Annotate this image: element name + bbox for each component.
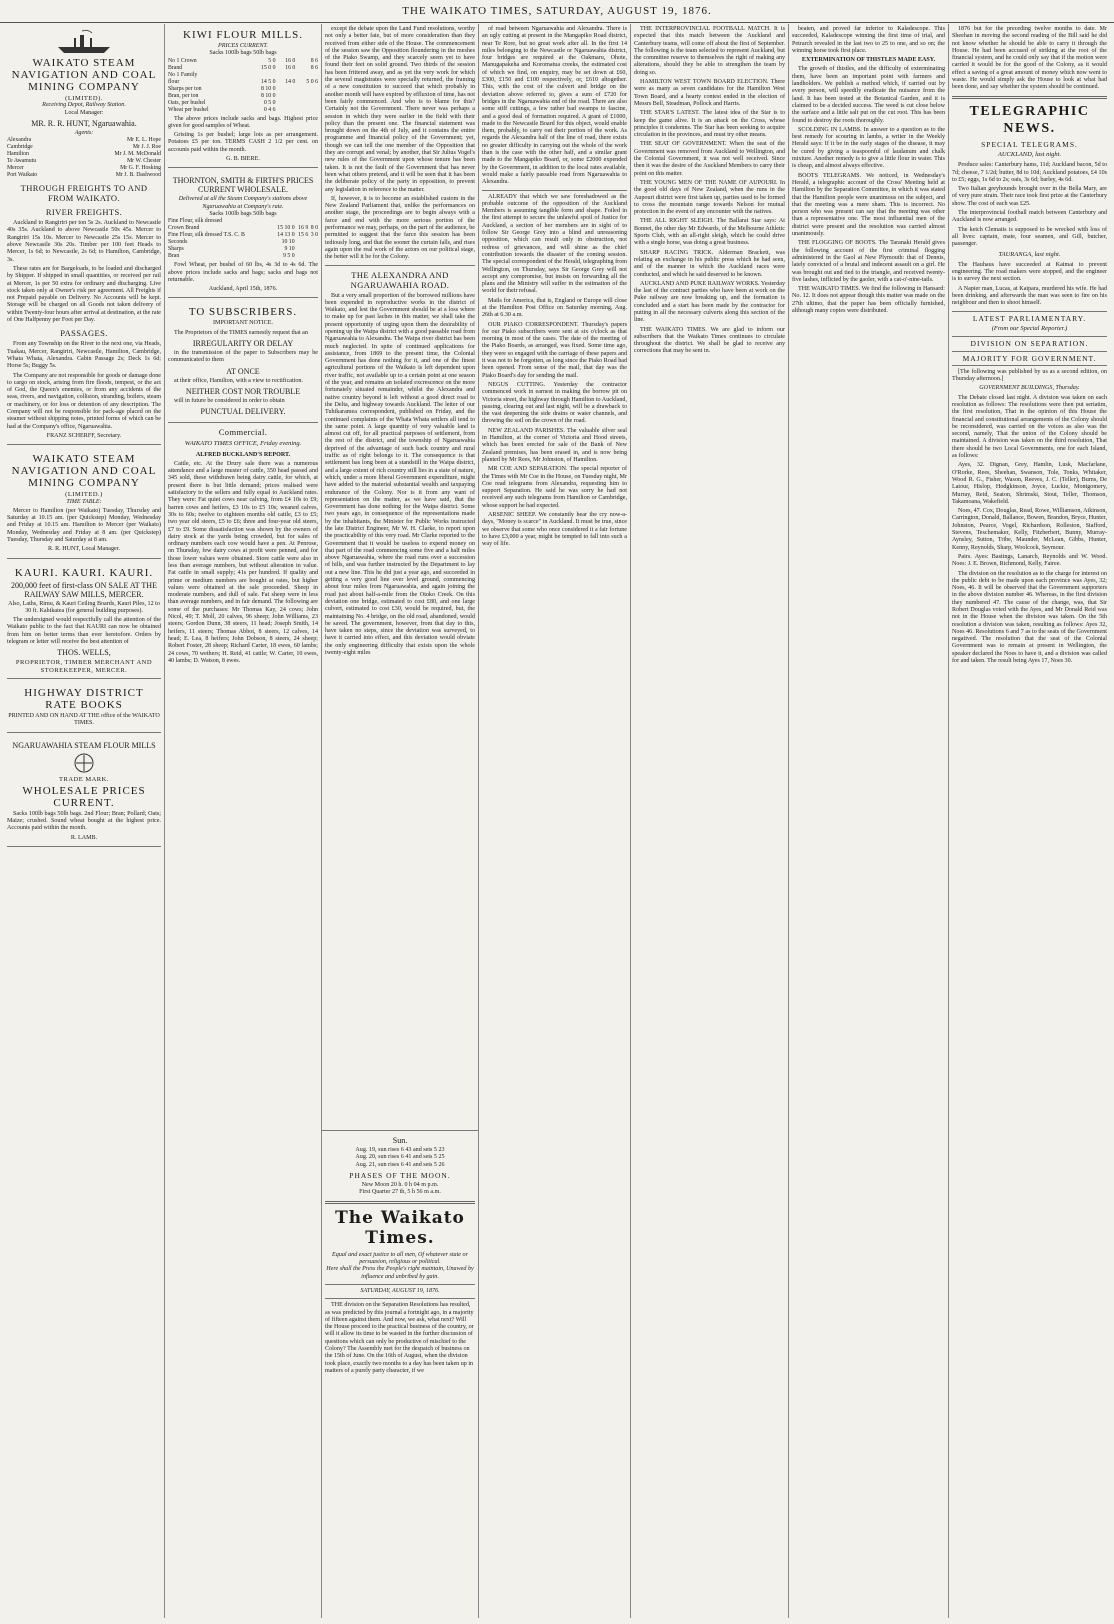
flour-mills-title: NGARUAWAHIA STEAM FLOUR MILLS xyxy=(12,740,156,750)
price-cell xyxy=(276,100,296,107)
important-notice: IMPORTANT NOTICE. xyxy=(213,320,273,327)
local-manager: MR. R. R. HUNT, Ngaruawahia. xyxy=(31,118,137,128)
table-row xyxy=(168,100,318,107)
price-cell: 8 10 0 xyxy=(261,85,276,92)
commercial-section xyxy=(168,427,318,665)
timetable-text: Mercer to Hamilton (per Waikato) Tuesday, Thursday and Saturday at 10.15 am. (per Quickstep) Monday, Wednesday and Friday at 10.15 am. Hamilton to Mercer (per Waikato) Monday, Wednesday and Friday at 8 am. (per Quickstep) Tuesday, Thursday and Saturday at 8 am. xyxy=(7,507,161,543)
column-4 xyxy=(478,24,630,1618)
price-cell xyxy=(295,86,318,93)
subscribers-text: The Proprietors of the TIMES earnestly request that an xyxy=(174,329,308,336)
table-row xyxy=(168,225,318,232)
agent-name: Mr G. F. Hosking xyxy=(120,165,161,172)
alexandra-road-article: But a very small proportion of the borrowed millions have been expended in reproductive works in the district of Waikato, and lest the Government should be at a loss where to make up for past laches in this matter, we shall take the present opportunity of urging upon them the desirability of opening up the Waipa district with a good passable road from Ngaruawahia to Alexandra. The Waipa river district has been much neglected. In spite of continued applications for assistance, from 1869 to the present time, the Colonial Government has done nothing for it, and one of the finest agricultural portions of the Waikato is left dependent upon river traffic, not available up to a certain point at one season of the year, and remains an isolated excrescence on the more fortunately situated remainder, whilst the Alexandra and native country beyond is left without a good direct road to the Delta, and highway towards Auckland. The letter of our Tuhikaramea correspondent, published on Friday, and the continued complaints of the Whata Whata settlers all tend to the same point. A large quantity of very valuable land is almost cut off, for all practical purposes of settlement, from the rest of the district, and the township of Ngaruawahia deprived of the advantage of such back country and rural traffic as of right belongs to it. The consequence is that settlement has long been at a standstill in the Waipa district, and a large extent of rich country still lies in a state of nature, which, under a more liberal Government expenditure, might have added to the material substantial wealth and taxpaying endurance of the Colony. Nor is it from any want of representation on the matter, as we have said, that the Government has done nothing for the Waipa district. Some two years ago, in consequence of the representations made by the inhabitants, the Minister for Public Works instructed the late District Engineer, Mr W. H. Clarke, to report upon the practicability of this very road. Mr Clarke reported to the Government that it would be useless to expend money on that part of the road commencing some five and a half miles above Ngaruawahia, where the road runs over a succession of hills, and was further instructed by the Department to lay out a new line. This he did just a year ago, and succeeded in getting a very good line over level ground, commencing about four miles from Ngaruawahia, and again joining the road just about half-a-mile from the Otoko Creek. On this deviation one bridge, estimated to cost £80, and one large culvert, estimated to cost £30, would be required, but, the maintaining No. 4 bridge, on the old road, abandoned, would be saved. The government, however, from that day to this, have taken no steps, since the deviation was surveyed, to have it carried into effect, and this deviation would obviate the only engineering difficulty that exists upon the whole twenty-eight miles xyxy=(325,292,475,657)
timetable-title: WAIKATO STEAM NAVIGATION AND COAL MINING COMPANY xyxy=(11,453,157,490)
divider xyxy=(952,96,1107,99)
commercial-dateline: WAIKATO TIMES OFFICE, Friday evening. xyxy=(184,440,302,448)
price-cell xyxy=(308,218,318,225)
price-cell: 15 0 0 xyxy=(261,64,276,71)
table-row xyxy=(168,253,318,260)
price-cell: 5 0 xyxy=(268,57,276,64)
agent-name: Mr J. M. McDonald xyxy=(114,151,161,158)
sun-row: Aug. 19, sun rises 6 43 and sets 5 23 xyxy=(355,1147,445,1153)
kauri-role: PROPRIETOR, TIMBER MERCHANT AND STOREKEEPER, MERCER. xyxy=(15,659,153,674)
subscribers-title: TO SUBSCRIBERS. xyxy=(188,306,298,319)
table-row xyxy=(168,65,318,72)
kiwi-units: Sacks 100lb bags 50lb bags xyxy=(209,50,277,57)
table-row xyxy=(168,93,318,100)
sun-title: Sun. xyxy=(392,1136,408,1145)
zealand-paragraph: NEW ZEALAND PARISHES. The valuable silver seal in Hamilton, at the corner of Victoria and Hood streets, which has been erected for sale of the Bank of New Zealand premises, has been erased in, and is now being planted by Mr Rees, Mr Johnston, of Hamilton. xyxy=(482,427,627,463)
already-paragraph: ALREADY that which we saw foreshadowed as the probable outcome of the opposition of the Auckland Members is assuming tangible form and shape. Foiled in the first attempt to secure the unlawful spoil of Justice for Auckland, a section of her members are in sight of to follow Sir George Grey into a blind and unreasoning opposition, which can result only in obstruction, not redress of grievances, and will shine as the chief contribution towards the disaster of the coming session. The special correspondent of the Herald, telegraphing from Wellington, on Thursday, says Sir George Grey will not accept any compromise, but insists on forwarding all the plans and the Ministry will suffer in the estimation of the world for their refusal. xyxy=(482,193,627,295)
price-cell: 16 0 xyxy=(285,57,296,64)
price-item: No 1 Family xyxy=(168,71,198,78)
price-cell xyxy=(308,239,318,246)
rate-books-text: PRINTED AND ON HAND AT THE office of the WAIKATO TIMES. xyxy=(8,712,160,727)
race-paragraph: beaten, and proved far inferior to Kaladescope. This succeeded, Kaladescope winning the first time of trial, and Petrarch revealed in the last two to 25 to one, and so on; the winning horse took first place. xyxy=(792,26,945,54)
leader-article: THE division on the Separation Resolutions has resulted, as was predicted by this journal a fortnight ago, in a majority of fifteen against them. And now, we ask, what next? Will the House proceed to the practical business of the country, or will it allow its time to be wasted in the further discussion of questions which can only be productive of mischief to the Colony? The Assembly met for the despatch of business on the 15th of June. On the 16th of August, when the division took place, exactly two months to a day has been taken up in matters of a purely party character, if we xyxy=(325,1302,474,1374)
kiwi-price-table xyxy=(168,58,318,114)
table-row xyxy=(168,79,318,86)
at-once-heading: AT ONCE xyxy=(226,366,260,376)
price-cell xyxy=(308,253,318,260)
agent-name: Mr J. J. Roe xyxy=(132,144,161,151)
flour-mills-advert xyxy=(7,736,161,847)
table-row xyxy=(168,246,318,253)
passages-title: PASSAGES. xyxy=(60,328,108,339)
steam-nav-title: WAIKATO STEAM NAVIGATION AND COAL MINING COMPANY xyxy=(11,57,157,93)
price-cell: 16 0 xyxy=(285,64,296,71)
price-cell: 8 6 xyxy=(310,57,318,64)
road-article-continued: of road between Ngaruawahia and Alexandra. There is an ugly cutting at present in the Mangapiko Road district, near Te Rore, but no great work after all. In the first 14 miles belonging to the Newcastle or Ngaruawahia district, four bridges are required at the Oakmaru, Ohote, Manugapakeha and Koromatua creeks, the estimated cost of which we find, on enquiry, may be set down at £60, £300, £150 and £100 respectively, or, £610 altogether. This, with the cost of the culvert and bridge on the deviation above referred to, gives a sum of £720 for bridges in the Ngaruawahia end of the road. There are also some stiff cuttings, a few rather bad swamps to fascine, and a good deal of formation required. A grant of £1000, made to the Newcastle Board for this object, would enable them, probably, to carry out their portion of the work. As regards the Alexandra half of the line of road, there exists no greater difficulty in carrying out the whole of the work than is the case with the other half, and a similar grant made to the Mangapiko Board, or, some £2000 expended by the Government, in addition to the local rates available, would make a fairly passable road from Ngaruawahia to Alexandra. xyxy=(482,26,627,186)
moon-phases-title: PHASES OF THE MOON. xyxy=(349,1170,451,1180)
price-cell xyxy=(295,93,318,100)
divider xyxy=(325,1201,475,1204)
page-masthead: THE WAIKATO TIMES, SATURDAY, AUGUST 19, 1876. xyxy=(0,0,1114,23)
boots-telegrams-paragraph: BOOTS TELEGRAMS. We noticed, in Wednesday's Herald, a telegraphic account of the Cross' Meeting held at Hamilton by the Separation Committee, in which it was stated that the Hamilton people were unanimous on the subject, and that the meeting was a mere sham. This is incorrect. No person who was present can say that the meeting was other than a representative one. The most influential men of the district were present and the resolution was carried almost unanimously. xyxy=(792,172,945,238)
price-cell: 9 10 xyxy=(284,246,295,253)
kiwi-mills-advert xyxy=(168,24,318,168)
through-freights-title: THROUGH FREIGHTS TO AND FROM WAIKATO. xyxy=(20,183,148,204)
kauri-sign: THOS. WELLS, xyxy=(57,648,111,658)
freight-notes: These rates are for Bargeloads, to be loaded and discharged by Shipper. If shipped in small quantities, or received per rail at Mercer, 1s per 50 extra for ordinary and discharging. Live stock taken only at Owner's risk per agreement. All Freights if not Prepaid payable on Delivery. No Accounts will be kept. Storage will be charged on all Goods not taken delivery of within Twenty-four hours after arrival at destination, at the rate of One Halfpenny per Foot per Day. xyxy=(7,265,161,324)
sheehan-paragraph: 1876 but for the preceding twelve months to date. Mr Sheehan in moving the second reading of the Bill said he did not know whether he should be able to carry it through the House. He had been accused of striking at the root of the financial system, and he could only say that if the motion were carried it would be for the good of the Colony, as it would effect a saving of a great amount of money which now went to waste. He would simply ask the House to look at what had been done, and say whether the system should be continued. xyxy=(952,26,1107,91)
price-cell xyxy=(276,86,296,93)
agent-row xyxy=(7,158,161,165)
price-cell xyxy=(308,246,318,253)
price-item: Oats, per bushel xyxy=(168,99,206,106)
price-cell: 5 0 6 xyxy=(306,78,318,85)
pairs-list: Pairs. Ayes: Bastings, Lanarch, Reynolds and W. Wood. Noes: J. E. Brown, Richmond, Kelly, Fairee. xyxy=(952,553,1107,568)
price-cell: 0 4 6 xyxy=(263,106,276,113)
subscribers-text-4: will in future be considered in order to obtain xyxy=(174,397,285,404)
arsenic-paragraph: ARSENIC SHEEP. We constantly hear the cry now-a-days, "Money is scarce" in Auckland. It must be true, since we observe that some who once considered it a fair fortune to have £3,000 a year, might be tempted to fall into such a way of life. xyxy=(482,512,627,548)
star-paragraph: THE STAR'S LATEST. The latest idea of the Star is to keep the game alive. It is an attack on the Cross, whose principles it condemns. The Star has been seeking to acquire circulation in the provinces, and must try other means. xyxy=(634,110,785,139)
price-item: Sharps per ton xyxy=(168,85,202,92)
young-men-paragraph: THE YOUNG MEN OF THE NAME OF AUPOURI. In the good old days of New Zealand, when the runs in the Aupouri district were first taken up, parties used to be formed to cross the mountain range towards Nelson for mutual protection in the event of any encounter with the natives. xyxy=(634,179,785,216)
note-paragraph: [The following was published by us as a second edition, on Thursday afternoon.] xyxy=(952,368,1107,383)
divider xyxy=(952,336,1107,337)
majority-title: MAJORITY FOR GOVERNMENT. xyxy=(962,353,1097,363)
thistles-title: EXTERMINATION OF THISTLES MADE EASY. xyxy=(801,57,936,64)
agent-place: Hamilton xyxy=(7,151,29,158)
trade-mark-label: TRADE MARK. xyxy=(59,775,109,783)
debate-paragraph: The Debate closed last night. A division was taken on each resolution as follows: The resolutions were then put seriatim, the first resolution, That in the opinion of this House the financial and constitutional arrangements of the Colony should be reconsidered, was carried on the voices as also was the second, namely, That the union of the Colony should be maintained. A division was taken on the third resolution, That there should be two Local Governments, one for each Island, as follows: xyxy=(952,394,1107,460)
commercial-title: Commercial. xyxy=(218,427,268,438)
price-cell: 14 0 xyxy=(285,78,296,85)
ayes-list: Ayes, 32. Dignan, Grey, Hamlin, Lusk, Macfarlane, O'Rorke, Rees, Sheehan, Swanson, Tole, Tonks, Whitaker, Wood R. G., Fisher, Wason, Reeves, J. C. (Teller), Burns, De Latour, Hislop, Hodgkinson, Joyce, Luckie, Montgomery, Murray, Reid, Seaton, Shrimski, Stout, Teller, Thomson, Takamoana, Wakefield. xyxy=(952,462,1107,505)
price-item: Wheat per bushel xyxy=(168,106,209,113)
thornton-units: Sacks 100lb bags 50lb bags xyxy=(209,210,277,217)
trade-mark-icon xyxy=(64,752,104,774)
football-paragraph: THE INTERPROVINCIAL FOOTBALL MATCH. It is expected that this match between the Auckland and Canterbury teams, will come off about the first of September. The following is the team selected to represent Auckland, but the committee reserve to themselves the right of making any alterations, should they be able to strengthen the team by doing so. xyxy=(634,26,785,76)
agent-row xyxy=(7,137,161,144)
table-row xyxy=(168,72,318,79)
agent-name: Mr E. L. Hope xyxy=(127,137,161,144)
kiwi-terms: Gristing 1s per bushel; large lots as per arrangement. Potatoes £5 per ton. TERMS CASH 2 1/2 per cent. on accounts paid within the month. xyxy=(168,132,318,153)
price-cell xyxy=(276,72,296,79)
alexandra-road-title: THE ALEXANDRA AND NGARUAWAHIA ROAD. xyxy=(350,269,450,290)
price-cell xyxy=(271,218,294,225)
passages-text: From any Township on the River to the next one, via Heads, Tuakau, Mercer, Rangiriri, Newcastle, Hamilton, Cambridge, Whata Whata, Alexandra. Cabin Passage 2s; Deck 1s 6d; Horse 5s; Buggy 5s. xyxy=(7,341,161,370)
town-board-paragraph: HAMILTON WEST TOWN BOARD ELECTION. There were as many as seven candidates for the Hamilton West Town Board, and a hearty contest ended in the election of Messrs Bell, Steadman, Pollock and Harris. xyxy=(634,79,785,107)
agent-place: Port Waikato xyxy=(7,172,38,179)
agent-place: Mercer xyxy=(7,165,24,172)
kiwi-sub: PRICES CURRENT. xyxy=(218,43,268,49)
price-cell: 15 6 xyxy=(298,232,309,239)
thornton-price-table xyxy=(168,218,318,260)
price-cell xyxy=(276,93,296,100)
price-item: Crown Brand xyxy=(168,225,200,232)
agent-row xyxy=(7,172,161,179)
punctual-heading: PUNCTUAL DELIVERY. xyxy=(200,407,286,417)
freight-rates: Auckland to Rangiriri per ton 5s 2s. Auckland to Newcastle 40s 35s. Auckland to above Newcastle 50s 45s. Mercer to Rangiriri 15s 10s. Mercer to Newcastle 25s 15s. Mercer to above Newcastle 30s 20s. Timber per 100 feet Heads to Mercer, 1s 6d; to Newcastle, 2s 6d; to Hamilton, Cambridge, 3s. xyxy=(7,220,161,263)
flogging-paragraph: THE FLOGGING OF BOOTS. The Taranaki Herald gives the following account of the first criminal flogging administered in the Gaol at New Plymouth: that of Dennis, lately convicted of a brutal and indecent assault on a girl. He was brought out and tied to the triangle, and received twenty-five lashes, inflicted by the gaoler, with a cat-o'-nine-tails. xyxy=(792,240,945,283)
kiwi-note: The above prices include sacks and bags. Highest price given for good samples of Wheat. xyxy=(168,115,318,129)
own-reporter: (From our Special Reporter.) xyxy=(991,324,1068,332)
kauri-sub: 200,000 feet of first-class ON SALE AT THE RAILWAY SAW MILLS, MERCER. xyxy=(11,580,157,599)
price-cell: 8 6 xyxy=(310,64,318,71)
paper-motto: Equal and exact justice to all men, Of whatever state or persuasion, religious or political. xyxy=(332,1251,468,1266)
price-cell xyxy=(295,253,309,260)
price-cell xyxy=(295,218,309,225)
price-cell: 16 9 xyxy=(298,225,309,232)
irregularity-heading: IRREGULARITY OR DELAY xyxy=(192,339,294,349)
price-item: Seconds xyxy=(168,239,188,246)
steam-nav-advert xyxy=(7,24,161,445)
sun-row: Aug. 20, sun rises 6 41 and sets 5 25 xyxy=(355,1154,445,1161)
thornton-date: Auckland, April 15th, 1876. xyxy=(208,286,278,293)
price-item: No 1 Crown xyxy=(168,57,197,64)
kauri-advert xyxy=(7,562,161,679)
racing-trick-paragraph: SHARP RACING TRICK. Alderman Brackett, was relating an exchange in his public press which he had seen, and of the manner in which the Auckland races were conducted, and which he said deserved to be known. xyxy=(634,249,785,278)
steam-nav-office: Receiving Depot, Railway Station. xyxy=(42,102,126,109)
price-cell xyxy=(295,246,309,253)
greyhounds-paragraph: Two Italian greyhounds brought over in the Bella Mary, are of very pure strain. Their race took first prize at the Canterbury show. The cost of each was £25. xyxy=(952,186,1107,207)
agents-label: Agents: xyxy=(74,129,94,136)
subscribers-notice xyxy=(168,301,318,423)
price-cell xyxy=(295,72,318,79)
table-row xyxy=(168,58,318,65)
steam-nav-limited: (LIMITED). xyxy=(65,95,103,102)
rate-books-title: HIGHWAY DISTRICT RATE BOOKS xyxy=(24,686,144,711)
thornton-title: THORNTON, SMITH & FIRTH'S PRICES CURRENT WHOLESALE. xyxy=(172,176,314,195)
football-match-paragraph: The interprovincial football match between Canterbury and Auckland is now arranged. xyxy=(952,210,1107,224)
local-manager-label: Local Manager: xyxy=(64,109,104,116)
price-cell: 10 10 xyxy=(281,239,295,246)
price-cell xyxy=(276,107,296,114)
agent-name: Mr J. B. Dashwood xyxy=(115,172,161,179)
cutting-paragraph: NEGUS CUTTING. Yesterday the contractor commenced work in earnest in making the borrow pit on Victoria street, the highway through Hamilton to Auckland, passing, clearing out and last night, will be a drawback to the vast deepening the side drains or water channels, and throwing the soil on the crown of the road. xyxy=(482,381,628,425)
divider xyxy=(325,265,475,266)
editorial-block xyxy=(321,1130,478,1618)
divider xyxy=(952,351,1107,352)
ketch-paragraph: The ketch Clematis is supposed to be wrecked with loss of all lives: captain, mate, four seamen, and Gill, butcher, passenger. xyxy=(952,226,1107,248)
agent-place: Cambridge xyxy=(7,144,33,151)
agent-place: Te Awamutu xyxy=(7,158,37,165)
steamship-icon xyxy=(54,29,114,55)
secretary: FRANZ SCHERFF, Secretary. xyxy=(46,432,122,439)
timetable-advert xyxy=(7,448,161,558)
column-5 xyxy=(630,24,788,1618)
divider xyxy=(952,311,1107,312)
price-cell xyxy=(247,72,275,79)
paper-nameplate: The Waikato Times. xyxy=(335,1207,465,1248)
wholesale-title: WHOLESALE PRICES CURRENT. xyxy=(22,784,146,809)
gov-buildings-dateline: GOVERNMENT BUILDINGS, Thursday. xyxy=(979,385,1080,392)
agent-name: Mr W. Chester xyxy=(127,158,161,165)
table-row xyxy=(168,86,318,93)
thistles-paragraph: The growth of thistles, and the difficulty of exterminating them, have been an important point with farmers and landholders. We publish a method which, if carried out by every person, will speedily eradicate the nuisance from the land. It has been tested at the Botanical Garden, and it is claimed to be a decided success. The weed is cut close below the surface and a little salt put on the cut root. This has been found to destroy the roots thoroughly. xyxy=(792,66,945,124)
moon-row: First Quarter 27 th, 5 h 56 m a.m. xyxy=(359,1189,441,1196)
agent-row xyxy=(7,144,161,151)
price-item: flour xyxy=(168,78,180,85)
column-6 xyxy=(788,24,948,1618)
noes-list: Noes, 47. Cox, Douglas, Read, Rowe, Williamson, Atkinson, Carrington, Donald, Ballance, Bowen, Brandon, Bryce, Hunter, Johnston, Pearce, Vogel, Richardson, Rolleston, Stafford, Stevens, Teschemaker, Kelly, Fitzherbert, Bunny, Murray-Aynsley, Sutton, Tribe, Maunder, McLean, Gibbs, Hunter, Kenny, Reynolds, Sharp, Woolcock, Seymour. xyxy=(952,508,1107,551)
subscribers-text-3: at their office, Hamilton, with a view to rectification. xyxy=(174,377,303,384)
divider xyxy=(325,1284,475,1285)
division-title: DIVISION ON SEPARATION. xyxy=(970,339,1089,349)
table-row xyxy=(168,239,318,246)
homeward-mail-paragraph: Mails for America, that is, England or Europe will close at the Hamilton Post Office on Saturday morning, Aug. 26th at 6.30 a.m. xyxy=(482,297,627,319)
closing-paragraph: The division on the resolution as to the charge for interest on the public debt to be made upon each province was Ayes, 32; Noes, 46. It will be observed that the Government supporters in the above division number 46. Whereas, in the first division they numbered 47. The cause of the change, was, that Sir Robert Douglas voted with the Ayes, and Mr Donald Reid was not in the House when the division was taken. On the 5th resolution a division was taken, resulting as follows: Ayes 32, Noes 46. Resolutions 6 and 7 as to the seats of the Government negatived. The resolution that the seat of the Colonial Government was to remain at present in Wellington, the speaker declared the Noes to have it, and a division was called for and taken. The result being Ayes 17, Noes 30. xyxy=(952,570,1107,665)
divider xyxy=(482,190,627,191)
wholesale-sign: R. LAMB. xyxy=(70,834,98,841)
price-cell: 8 10 0 xyxy=(261,92,276,99)
price-item: Brand xyxy=(168,64,183,71)
article-continuation-2: If, however, it is to become an established custom in the New Zealand Parliament that, unlike the performances on another stage, the proceedings are to begin always with a farce and end with the more serious portion of the performance we may, perhaps, on the part of the audience, be permitted to suggest that the farce this session has been tediously long, and that the sooner the curtain falls, and rises again upon the real work of the actors on our political stage, the better will it be for the Colony. xyxy=(325,195,475,261)
sleigh-paragraph: THE ALL RIGHT SLEIGH. The Ballarat Star says: At Bonnet, the other day Mr Edwards, of the Melbourne Athletic Sports Club, with an all-right sleigh, which he could drive with a single horse, was doing a great business. xyxy=(634,218,785,247)
column-2 xyxy=(164,24,321,1618)
produce-paragraph: Produce sales: Canterbury hams, 11d; Auckland bacon, 5d to 7d; cheese, 7 1/2d; butter, 8d to 10d; Auckland potatoes, £4 10s to £5; eggs, 1s 6d to 2s; oats, 3s 6d; barley, 4s 6d. xyxy=(952,162,1107,183)
neither-cost-heading: NEITHER COST NOR TROUBLE xyxy=(185,386,301,396)
agent-place: Alexandra xyxy=(7,137,32,144)
price-item: Fine Flour, silk dressed T.S. C. B xyxy=(168,232,245,239)
agent-row xyxy=(7,151,161,158)
railway-paragraph: AUCKLAND AND PUKE RAILWAY WORKS. Yesterday the last of the contract parties who have been at work on the Puke railway are now breaking up, and the formation is concluded and a start has been made by the contractor for putting in all the necessary culverts along this section of the line. xyxy=(634,280,785,324)
tauranga-paragraph: The Hauhaus have succeeded at Kaimai to prevent engineering. The road makers were stopped, and the engineer is to survey the next section. xyxy=(952,261,1107,283)
article-continuation: except the debate upon the Land Fund resolutions, worthy not only a better fate, but of more consideration than they received from either side of the House. The commencement of the session saw the Opposition floundering in the meshes of the Piako Swamp, and they scarcely seem yet to have found their feet on solid ground. Two thirds of the session has been frittered away, and as yet the very work for which the several magistrates were specially returned, the framing of a new constitution to succeed that which probably in another month will have expired by effluxion of time, has not been fairly commenced. And who is to blame for this? Certainly not the Government. There never was perhaps a session in which they were earlier in the field with their policy than the present one. The financial statement was brought down on the 4th of July, and it contains the entire programme and financial policy of the Government; yet, though we can tell the one member of the Opposition that they are corrupt and venal; by another, that Sir Julius Vogel's new rules of the Government upon whose tenure has been taken. It is not the fault of the Government that has never been what others pretend, and it will be seen that it has been the deliberate policy of the party in opposition, to prevent any legislation in reference to the matter. xyxy=(325,26,475,193)
issue-date: SATURDAY, AUGUST 19, 1876. xyxy=(360,1287,440,1294)
seat-of-government-paragraph: THE SEAT OF GOVERNMENT. When the seat of the Government was removed from Auckland to Wellington, and the Colonial Government, it was not well received. Since then it was the desire of the Auckland Members to carry their point on this matter. xyxy=(634,141,785,177)
moon-row: New Moon 20 h. 0 h 04 m p.m. xyxy=(361,1182,439,1189)
price-cell xyxy=(295,239,309,246)
company-notice: The Company are not responsible for goods or damage done to cargo on stock, arising from fire floods, tempest, or the act of God, the Queen's enemies, or from any accidents of the seas, rivers, and navigation, collision, stranding, boilers, steam or machinery, or for loss or detention of any description. The Company will not be responsible for pack-age placed on the steamer without shipping notes, printed forms of which can be had at the Company's office, Ngaruawahia. xyxy=(7,372,161,430)
telegraphic-news-title: TELEGRAPHIC NEWS. xyxy=(969,103,1090,136)
price-cell xyxy=(295,107,318,114)
price-cell: 3 0 xyxy=(310,232,318,239)
kauri-title: KAURI. KAURI. KAURI. xyxy=(14,566,154,579)
buckland-report: Cattle, etc. At the Drury sale there was a numerous attendance and a large muster of cattle, 350 head passed and 345 sold, these withdrawn being dairy cattle, for which, at present there is but little demand; prices realised were satisfactory to the sellers and fully equal to Auckland rates. They were: Fat quiet cows near calving, from £4 10s to £9; barren cows and heifers, £3 10s to £5 10s; weaned calves, 30s to 60s; twelve to eighteen months old cattle, £3 to £5; two year old steers, £5 to £6; three and four-year old steers, £7 to £9. Some dissatisfaction was shown by the owners of dairy stock at the yards being crowded, but for sales of ordinary numbers each cow would have a pen. At Penrose, on Thursday, few dairy cows at profit were penned, and for those lower values were obtained. Store cattle were also in less than average numbers, but without alteration in value. Fat cattle in small supply; 41s per hundred. If quality and prime or medium numbers are bought at rates, but higher values were obtained at the sale proceeded. Sheep in moderate numbers, and dull of sale. Fat sheep were in less than average numbers, and in fair demand. The following are some of the purchases: Mr Thomas Kay, 24 cows; John Nicol, 49; T. Moll, 20 calves, 96 sheep; John Williams, 23 steers; Gordon Dunn, 38 steers, 11 head; Joseph Smith, 14 heifers, 11 steers; Thomas Abbot, 8 steers, 12 calves, 14 head; E. Lea, 8 heifers; John Dobson, 8 steers, 24 sheep; Robert Foster, 28 sheep; Richard Carter, 18 ewes, 60 lambs; 24 cows, 70 wethers; H. Reid, 41 cattle; W. Carter, 10 ewes, 40 lambs; D. Watson, 8 ewes. xyxy=(168,460,318,664)
price-cell: 9 5 0 xyxy=(283,253,295,260)
kiwi-title: KIWI FLOUR MILLS. xyxy=(183,29,303,41)
table-row xyxy=(168,218,318,225)
table-row xyxy=(168,107,318,114)
river-freights-title: RIVER FREIGHTS. xyxy=(45,207,123,218)
price-item: Sharps xyxy=(168,246,184,253)
price-cell: 8 0 xyxy=(310,225,318,232)
divider xyxy=(325,1298,475,1299)
rate-books-advert xyxy=(7,682,161,733)
price-cell: 14 13 0 xyxy=(277,232,295,239)
special-telegrams-title: SPECIAL TELEGRAMS. xyxy=(981,139,1078,149)
table-row xyxy=(168,232,318,239)
timetable-label: TIME TABLE: xyxy=(66,498,102,505)
timetable-limited: (LIMITED.) xyxy=(65,491,103,499)
piako-paragraph: OUR PIAKO CORRESPONDENT. Thursday's papers for our Piako subscribers were sent at six o'clock as that morning in most of the cases. The date of the meeting of the Piako Boards, as arranged, was fixed. Some time ago, they were so engaged with the carriage of these papers and it was not to be forgotten, as long since the Piako Road had been opened. From sense of the mail, that day was the Piako Board's day for sending the mail. xyxy=(482,321,627,379)
thornton-sub: Delivered at all the Steam Company's stations above Ngaruawahia at Company's rate. xyxy=(178,196,308,210)
column-7 xyxy=(948,24,1110,1618)
subscribers-text-2: in the transmission of the paper to Subscribers may be communicated to them xyxy=(168,350,318,364)
wholesale-text: Sacks 100lb bags 50lb bags. 2nd Flour; Bran; Pollard; Oats; Maize; crushed. Sound wheat bought at the highest price. Accounts paid within the month. xyxy=(7,810,161,832)
divider xyxy=(952,365,1107,366)
price-item: Bran, per ton xyxy=(168,92,199,99)
tauranga-dateline: TAURANGA, last night. xyxy=(998,250,1061,258)
column-1 xyxy=(4,24,164,1618)
agents-table xyxy=(7,137,161,179)
price-item: Bran xyxy=(168,253,180,260)
price-cell: 14 5 0 xyxy=(261,78,276,85)
latest-parliamentary-title: LATEST PARLIAMENTARY. xyxy=(972,313,1087,323)
kauri-desc: Also, Laths, Rimu, & Kauri Ceiling Boards, Kauri Piles, 12 to 30 ft. Kahikatea (for general building purposes). xyxy=(8,600,160,614)
timetable-manager: R. R. HUNT, Local Manager. xyxy=(48,546,120,553)
napier-paragraph: A Napier man, Lucas, at Kaipara, murdered his wife. He had been drinking, and afterwards the man was seen to fire on his neighbour and then to shoot himself. xyxy=(952,285,1107,307)
kiwi-sign: G. B. BIERE. xyxy=(226,156,260,163)
scouring-paragraph: SCOLDING IN LAMBS. In answer to a question as to the best remedy for scouring in lambs, a writer in the Weekly Herald says: If it be in the early stages of the disease, it may be cured by giving a teaspoonful of laudanum and chalk mixture. Another remedy is to give a little flour in water. This is cheap, and almost always effective. xyxy=(792,126,945,170)
sun-row: Aug. 21, sun rises 6 41 and sets 5 26 xyxy=(355,1161,445,1168)
agent-row xyxy=(7,165,161,172)
thornton-advert xyxy=(168,171,318,298)
paper-motto-2: Here shall the Press the People's right maintain, Unawed by influence and unbribed by gain. xyxy=(326,1266,474,1280)
kauri-notice: The undersigned would respectfully call the attention of the Waikato public to the fact that KAURI can now be obtained from him on better terms than ever heretofore. Orders by telegram or letter will receive the best attention of xyxy=(7,617,161,646)
thornton-note: Fowl Wheat, per bushel of 60 lbs, 4s 3d to 4s 6d. The above prices include sacks and bags; sacks and bags not returnable. xyxy=(168,262,318,283)
waikato-times-paragraph: THE WAIKATO TIMES. We find the following in Hansard: No. 12. It does not appear though this matter was made on the 27th ultimo, that the paper has been officially furnished, although many copies were distributed. xyxy=(792,286,945,314)
mr-coe-paragraph: MR COE AND SEPARATION. The special reporter of the Times with Mr Coe in the House, on Tuesday night, Mr Coe read telegrams from Alexandra, requesting him to support Separation. He said he was sorry he had not received any such telegrams from Hamilton or Cambridge, whose support he had expected. xyxy=(482,466,627,509)
price-cell: 15 10 0 xyxy=(277,225,295,232)
price-cell: 0 5 0 xyxy=(263,99,276,106)
auckland-dateline: AUCKLAND, last night. xyxy=(997,150,1062,158)
buckland-title: ALFRED BUCKLAND'S REPORT. xyxy=(195,451,291,458)
times-paragraph: THE WAIKATO TIMES. We are glad to inform our subscribers that the Waikato Times continues to circulate throughout the district. We shall be glad to receive any corrections that may be sent in. xyxy=(634,326,785,355)
price-item: Fine Flour, silk dressed xyxy=(168,218,223,225)
price-cell xyxy=(295,100,318,107)
